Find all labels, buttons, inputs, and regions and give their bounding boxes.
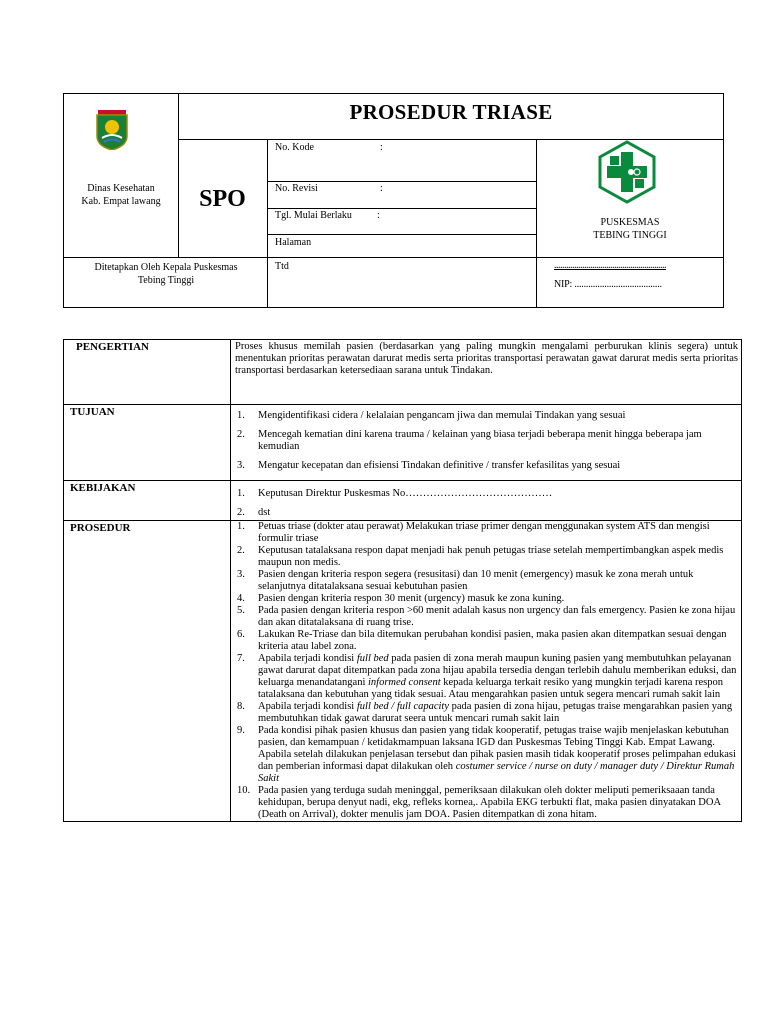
row-tujuan (64, 405, 742, 481)
section-body (231, 405, 742, 481)
ttd-label: Ttd (275, 261, 289, 272)
item-text: dst (258, 507, 271, 518)
document-title: PROSEDUR TRIASE (349, 100, 553, 124)
list-item (231, 569, 741, 593)
org-right-line: PUSKESMAS (600, 217, 660, 228)
divider (267, 234, 536, 235)
list-item (231, 629, 741, 653)
spo-label: SPO (199, 186, 246, 212)
org-right-line: TEBING TINGGI (593, 230, 667, 241)
item-text: kepada keluarga terkait resiko yang mungkin terjadi karena respon tatalaksana dan kebutuhan yang tidak sesuai. Atau mengarahkan pasien untuk segera mencari rumah sakit lain (258, 677, 723, 700)
section-label: PROSEDUR (64, 521, 231, 822)
italic-term: costumer service / nurse on duty / manager duty / Direktur Rumah Sakit (258, 761, 735, 784)
list-item (231, 488, 741, 500)
field-colon: : (380, 183, 383, 194)
prosedur-list (231, 521, 741, 821)
item-number: 1. (237, 521, 245, 532)
item-text: Pasien dengan kriteria respon 30 menit (urgency) masuk ke zona kuning. (258, 593, 565, 604)
italic-term: full bed (356, 653, 389, 664)
item-text: Apabila terjadi kondisi (258, 701, 357, 712)
kebijakan-list (231, 488, 741, 519)
section-body (231, 521, 742, 822)
item-text: Apabila terjadi kondisi (258, 653, 357, 664)
item-text: Lakukan Re-Triase dan bila ditemukan perubahan kondisi pasien, maka pasien akan ditempatkan sesuai dengan kriteria atau label zona. (258, 629, 727, 652)
list-item (231, 701, 741, 725)
org-left (64, 182, 178, 208)
section-label: TUJUAN (64, 405, 231, 481)
item-text: Pasien dengan kriteria respon segera (resusitasi) dan 10 menit (emergency) masuk ke zona merah untuk selanjutnya ditatalaksana sesuai kebutuhan pasien (258, 569, 694, 592)
org-right (536, 216, 724, 242)
item-text: pada pasien di zona hijau, petugas traise mengarahkan pasien yang membutuhkan tidak gawat darurat seera untuk mencari rumah sakit lain (258, 701, 733, 724)
item-text: Mengatur kecepatan dan efisiensi Tindakan definitive / transfer kefasilitas yang sesuai (258, 460, 621, 471)
item-number: 2. (237, 507, 245, 518)
list-item (231, 545, 741, 569)
header-box (63, 93, 724, 308)
row-kebijakan (64, 481, 742, 521)
signature-line: ........................................................ (554, 260, 666, 271)
divider (267, 181, 536, 182)
divider (267, 139, 268, 307)
item-text: pada pasien di zona merah maupun kuning pasien yang membutuhkan pelayanan gawat darurat dapat ditempatkan pada zona hijau apabila tersedia dengan terlebih dahulu memberikan eduksi, dan keluarga menandatangani (258, 653, 737, 688)
list-item (231, 460, 741, 472)
list-item (231, 507, 741, 519)
item-number: 1. (237, 488, 245, 499)
list-item (231, 593, 741, 605)
item-number: 8. (237, 701, 245, 712)
item-text: Mengidentifikasi cidera / kelalaian pengancam jiwa dan memulai Tindakan yang sesuai (258, 410, 626, 421)
list-item (231, 429, 741, 453)
org-left-line: Dinas Kesehatan (87, 183, 155, 194)
item-number: 4. (237, 593, 245, 604)
field-halaman: Halaman (275, 237, 312, 248)
field-tgl-mulai: Tgl. Mulai Berlaku (275, 210, 352, 221)
list-item (231, 785, 741, 821)
divider (267, 208, 536, 209)
item-number: 7. (237, 653, 245, 664)
item-number: 6. (237, 629, 245, 640)
item-text: Keputusan tatalaksana respon dapat menjadi hak penuh petugas triase setelah mempertimbangkan aspek medis maupun non medis. (258, 545, 724, 568)
regency-emblem-icon (94, 110, 130, 150)
ditetapkan-line: Ditetapkan Oleh Kepala Puskesmas (94, 262, 238, 273)
divider (64, 257, 724, 258)
field-colon: : (380, 142, 383, 153)
sop-table (63, 339, 742, 822)
field-no-revisi: No. Revisi (275, 183, 318, 194)
section-body (231, 340, 742, 405)
nip-field: NIP: ...................................... (554, 279, 662, 290)
item-number: 10. (237, 785, 251, 796)
item-text: Pada pasien yang terduga sudah meninggal, pemeriksaan dilakukan oleh dokter meliputi pemeriksaaan tanda kehidupan, berupa denyut nadi, ekg, refleks kornea,. Apabila EKG terbukti flat, maka pasien dinyatakan DOA (Death on Arrival), dokter menulis jam DOA. Pasien ditempatkan di zona hitam. (258, 785, 721, 820)
list-item (231, 725, 741, 785)
italic-term: full bed / full capacity (356, 701, 450, 712)
item-number: 2. (237, 429, 245, 440)
item-text: Pada pasien dengan kriteria respon >60 menit adalah kasus non urgency dan fals emergency. Pasien ke zona hijau dan akan ditatalaksana di ruang trise. (258, 605, 736, 628)
item-number: 5. (237, 605, 245, 616)
row-prosedur (64, 521, 742, 822)
field-colon: : (377, 210, 380, 221)
tujuan-list (231, 410, 741, 472)
row-pengertian (64, 340, 742, 405)
item-number: 3. (237, 460, 245, 471)
list-item (231, 653, 741, 701)
list-item (231, 605, 741, 629)
pengertian-text: Proses khusus memilah pasien (berdasarkan yang paling mungkin mengalami perburukan klinis segera) untuk menentukan prioritas perawatan darurat medis serta prioritas transportasi perawatan gawat darurat medis serta prioritas transportasi berdasarkan ketersediaan sarana untuk Tindakan. (235, 341, 738, 376)
item-number: 3. (237, 569, 245, 580)
item-number: 2. (237, 545, 245, 556)
item-text: Pada kondisi pihak pasien khusus dan pasien yang tidak kooperatif, petugas traise wajib menjelaskan kebutuhan pasien, dan kemampuan / ketidakmampuan laksana IGD dan Puskesmas Tebing Tinggi Kab. Empat Lawang. Apabila setelah dilakukan penjelasan tersebut dan pihak pasien masih tidak kooperatif proses pelimpahan edukasi dan pemberian informasi dapat dilakukan oleh (258, 725, 736, 772)
ditetapkan-line: Tebing Tinggi (137, 275, 195, 286)
section-label: KEBIJAKAN (64, 481, 231, 521)
item-text: Keputusan Direktur Puskesmas No…………………………………… (258, 488, 553, 499)
item-text: Mencegah kematian dini karena trauma / kelainan yang biasa terjadi beberapa menit hingga beberapa jam kemudian (258, 429, 702, 452)
section-body (231, 481, 742, 521)
section-label: PENGERTIAN (64, 340, 231, 405)
field-no-kode: No. Kode (275, 142, 314, 153)
ditetapkan-oleh (68, 261, 264, 287)
org-left-line: Kab. Empat lawang (81, 196, 161, 207)
item-number: 9. (237, 725, 245, 736)
italic-term: informed consent (368, 677, 441, 688)
list-item (231, 410, 741, 422)
item-text: Petuas triase (dokter atau perawat) Melakukan triase primer dengan menggunakan system ATS dan mengisi formulir triase (258, 521, 710, 544)
puskesmas-logo-icon (597, 140, 657, 204)
list-item (231, 521, 741, 545)
item-number: 1. (237, 410, 245, 421)
